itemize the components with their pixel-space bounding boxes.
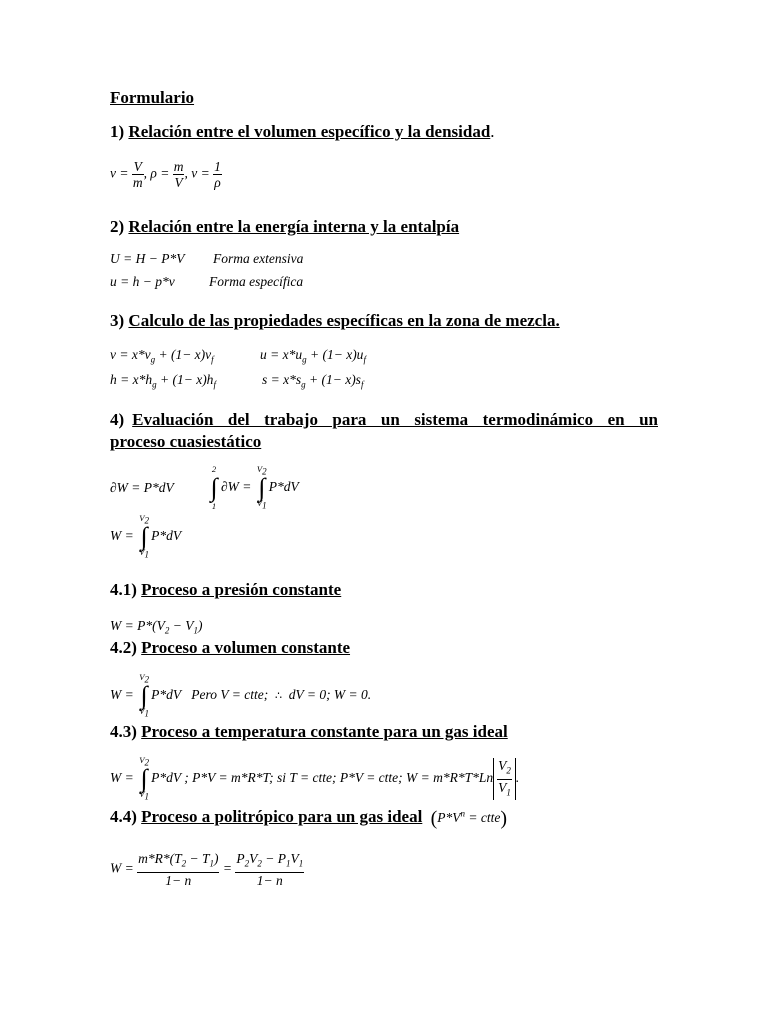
formula-work-integral: 2 ∫ 1 ∂W = $V_2$ ∫ $V_1$ P*dV — [210, 464, 299, 511]
section-4-1-heading: 4.1) Proceso a presión constante — [110, 580, 342, 599]
section-4-4-heading: 4.4) Proceso a politrópico para un gas ideal ($P*V^n$ = ctte) — [110, 807, 508, 830]
formula-mix-h: $h = x*h_g + (1- x)h_f$ — [110, 372, 216, 390]
formula-polytropic-work: W = $\frac{m*R*(T_2 - T_1)}{1- n}$ = $\frac{P_2V_2 - P_1V_1}{1- n}$ — [110, 851, 304, 888]
formula-work-differential: ∂W = P*dV — [110, 480, 174, 495]
section-4-heading: 4) Evaluación del trabajo para un sistema termodinámico en un proceso cuasiestático — [110, 410, 658, 451]
section-4-2-heading: 4.2) Proceso a volumen constante — [110, 638, 351, 657]
note-specific: Forma específica — [209, 274, 304, 289]
section-4-3-heading: 4.3) Proceso a temperatura constante para un gas ideal — [110, 722, 508, 741]
formula-mix-s: $s = x*s_g + (1- x)s_f$ — [262, 372, 364, 390]
section-3-heading: 3) Calculo de las propiedades específicas en la zona de mezcla. — [110, 311, 560, 330]
formula-mix-u: $u = x*u_g + (1- x)u_f$ — [260, 347, 366, 365]
formula-mix-v: $v = x*v_g + (1- x)v_f$ — [110, 347, 214, 365]
formula-specific-volume: v = $\frac{V}{m}$ , ρ = $\frac{m}{V}$ , v = $\frac{1}{\rho}$ — [110, 159, 221, 190]
section-1-heading: 1) Relación entre el volumen específico y la densidad. — [110, 122, 495, 141]
formula-constant-pressure: $W = P*(V_2 - V_1)$ — [110, 618, 203, 636]
formula-work: W = $V_2$ ∫ $V_1$ P*dV — [110, 513, 182, 560]
formula-constant-volume: W = $V_2$ ∫ $V_1$ P*dV Pero V = ctte; ∴ dV = 0; W = 0. — [110, 672, 372, 719]
page-title: Formulario — [110, 88, 195, 107]
formula-internal-energy-specific: u = h − p*v — [110, 274, 175, 289]
note-extensive: Forma extensiva — [213, 251, 304, 266]
section-2-heading: 2) Relación entre la energía interna y la entalpía — [110, 217, 460, 236]
formula-internal-energy-extensive: U = H − P*V — [110, 251, 185, 266]
polytropic-relation: ($P*V^n$ = ctte) — [430, 807, 508, 830]
formula-constant-temperature: W = $V_2$ ∫ $V_1$ P*dV ; P*V = m*R*T; si T = ctte; P*V = ctte; W = m*R*T*Ln $\frac{V_2}{V_1}$ . — [110, 755, 520, 802]
